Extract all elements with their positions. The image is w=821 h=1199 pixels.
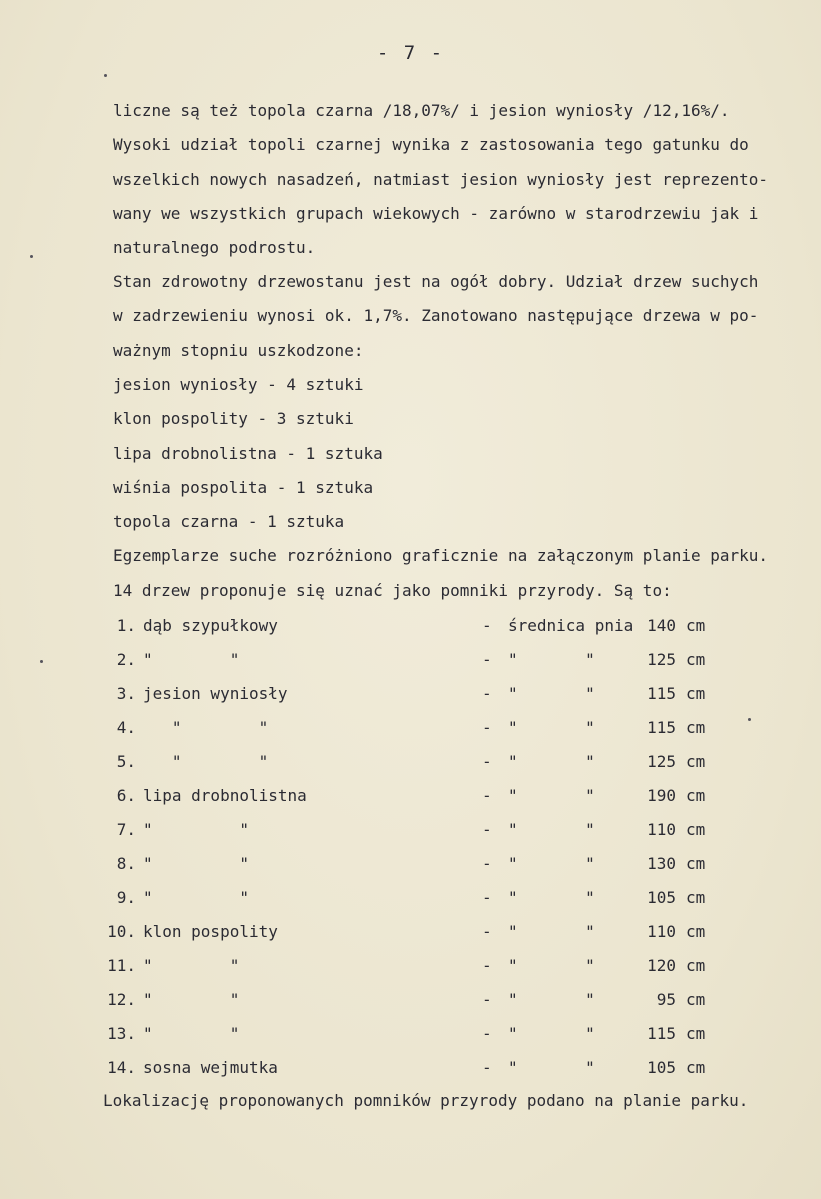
monument-species: jesion wyniosły	[143, 684, 288, 703]
monument-label: " "	[508, 854, 595, 873]
monument-row	[0, 786, 821, 808]
monument-diameter: 125	[647, 752, 676, 771]
monument-dash: -	[482, 616, 492, 635]
text-line: ważnym stopniu uszkodzone:	[113, 341, 364, 360]
monument-label: " "	[508, 752, 595, 771]
monument-row	[0, 718, 821, 740]
monument-unit: cm	[686, 854, 706, 873]
monument-row	[0, 820, 821, 842]
monument-diameter: 110	[647, 820, 676, 839]
monument-number: 12.	[107, 990, 136, 1009]
monument-number: 4.	[116, 718, 136, 737]
monument-dash: -	[482, 888, 492, 907]
monument-unit: cm	[686, 922, 706, 941]
monument-unit: cm	[686, 650, 706, 669]
monument-number: 5.	[116, 752, 136, 771]
monument-label: " "	[508, 684, 595, 703]
monument-diameter: 115	[647, 1024, 676, 1043]
monument-species: " "	[143, 650, 240, 669]
monument-diameter: 130	[647, 854, 676, 873]
monument-number: 2.	[116, 650, 136, 669]
monument-number: 10.	[107, 922, 136, 941]
monument-species: " "	[143, 956, 240, 975]
monument-dash: -	[482, 990, 492, 1009]
monument-diameter: 110	[647, 922, 676, 941]
monument-number: 8.	[116, 854, 136, 873]
text-line: Stan zdrowotny drzewostanu jest na ogół dobry. Udział drzew suchych	[113, 272, 759, 291]
monument-dash: -	[482, 1024, 492, 1043]
monument-species: " "	[143, 752, 269, 771]
monument-unit: cm	[686, 1024, 706, 1043]
monument-species: sosna wejmutka	[143, 1058, 278, 1077]
monument-number: 11.	[107, 956, 136, 975]
monument-species: klon pospolity	[143, 922, 278, 941]
monument-species: " "	[143, 820, 249, 839]
monument-number: 7.	[116, 820, 136, 839]
monument-unit: cm	[686, 888, 706, 907]
text-line: liczne są też topola czarna /18,07%/ i jesion wyniosły /12,16%/.	[113, 101, 730, 120]
monument-diameter: 105	[647, 1058, 676, 1077]
monument-dash: -	[482, 1058, 492, 1077]
text-line: topola czarna - 1 sztuka	[113, 512, 345, 531]
monument-species: " "	[143, 718, 269, 737]
page-number: - 7 -	[376, 42, 445, 64]
monument-dash: -	[482, 820, 492, 839]
monument-dash: -	[482, 718, 492, 737]
monument-diameter: 115	[647, 684, 676, 703]
monument-diameter: 125	[647, 650, 676, 669]
monument-row	[0, 1058, 821, 1080]
monument-diameter: 105	[647, 888, 676, 907]
monument-row	[0, 888, 821, 910]
monument-unit: cm	[686, 616, 706, 635]
ink-speck	[40, 660, 43, 663]
monument-label: " "	[508, 888, 595, 907]
ink-speck	[748, 718, 751, 721]
monument-unit: cm	[686, 786, 706, 805]
closing-line: Lokalizację proponowanych pomników przyrody podano na planie parku.	[103, 1091, 749, 1110]
monument-number: 13.	[107, 1024, 136, 1043]
text-line: w zadrzewieniu wynosi ok. 1,7%. Zanotowano następujące drzewa w po-	[113, 306, 759, 325]
monument-row	[0, 1024, 821, 1046]
text-line: lipa drobnolistna - 1 sztuka	[113, 444, 383, 463]
monument-number: 3.	[116, 684, 136, 703]
monument-row	[0, 956, 821, 978]
monument-species: " "	[143, 854, 249, 873]
text-line: wiśnia pospolita - 1 sztuka	[113, 478, 374, 497]
text-line: Wysoki udział topoli czarnej wynika z zastosowania tego gatunku do	[113, 135, 749, 154]
monument-dash: -	[482, 684, 492, 703]
monument-dash: -	[482, 956, 492, 975]
monument-label: " "	[508, 786, 595, 805]
monument-row	[0, 752, 821, 774]
monument-label: " "	[508, 718, 595, 737]
monument-dash: -	[482, 854, 492, 873]
monument-number: 14.	[107, 1058, 136, 1077]
monument-row	[0, 922, 821, 944]
monument-number: 1.	[116, 616, 136, 635]
monument-diameter: 120	[647, 956, 676, 975]
monument-number: 9.	[116, 888, 136, 907]
monument-dash: -	[482, 922, 492, 941]
text-line: wszelkich nowych nasadzeń, natmiast jesion wyniosły jest reprezento-	[113, 170, 769, 189]
monument-dash: -	[482, 650, 492, 669]
ink-speck	[30, 255, 33, 258]
monument-label: " "	[508, 922, 595, 941]
text-line: Egzemplarze suche rozróżniono graficznie na załączonym planie parku.	[113, 546, 769, 565]
monument-dash: -	[482, 752, 492, 771]
monument-dash: -	[482, 786, 492, 805]
text-line: naturalnego podrostu.	[113, 238, 316, 257]
ink-speck	[104, 74, 107, 77]
monument-diameter: 95	[656, 990, 676, 1009]
monument-row	[0, 650, 821, 672]
monument-diameter: 140	[647, 616, 676, 635]
monument-row	[0, 854, 821, 876]
monument-number: 6.	[116, 786, 136, 805]
monument-unit: cm	[686, 684, 706, 703]
monument-species: " "	[143, 1024, 240, 1043]
text-line: klon pospolity - 3 sztuki	[113, 409, 354, 428]
monument-label: " "	[508, 990, 595, 1009]
monument-unit: cm	[686, 956, 706, 975]
monument-label: " "	[508, 1058, 595, 1077]
monument-row	[0, 684, 821, 706]
monument-unit: cm	[686, 1058, 706, 1077]
monument-diameter: 190	[647, 786, 676, 805]
text-line: jesion wyniosły - 4 sztuki	[113, 375, 364, 394]
monument-species: " "	[143, 888, 249, 907]
monument-unit: cm	[686, 752, 706, 771]
monument-label: " "	[508, 956, 595, 975]
text-line: wany we wszystkich grupach wiekowych - zarówno w starodrzewiu jak i	[113, 204, 759, 223]
monument-unit: cm	[686, 718, 706, 737]
monument-species: " "	[143, 990, 240, 1009]
monument-unit: cm	[686, 820, 706, 839]
monument-species: dąb szypułkowy	[143, 616, 278, 635]
text-line: 14 drzew proponuje się uznać jako pomniki przyrody. Są to:	[113, 581, 672, 600]
monument-species: lipa drobnolistna	[143, 786, 307, 805]
monument-label: średnica pnia	[508, 616, 634, 635]
monument-unit: cm	[686, 990, 706, 1009]
monument-label: " "	[508, 1024, 595, 1043]
monument-label: " "	[508, 650, 595, 669]
monument-label: " "	[508, 820, 595, 839]
monument-diameter: 115	[647, 718, 676, 737]
monument-row	[0, 990, 821, 1012]
monument-row	[0, 616, 821, 638]
